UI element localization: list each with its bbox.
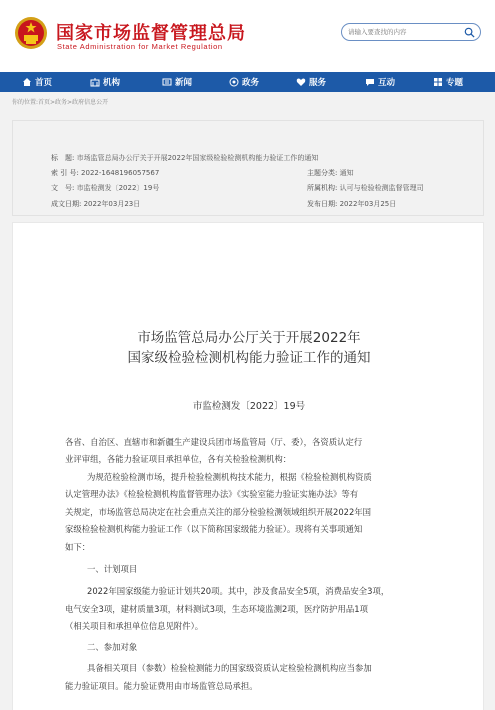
breadcrumb[interactable]: 你的位置:首页>政务>政府信息公开 bbox=[12, 99, 109, 106]
topic-icon bbox=[433, 77, 443, 87]
meta-title-row bbox=[51, 153, 318, 163]
service-icon bbox=[296, 77, 306, 87]
chat-icon bbox=[365, 77, 375, 87]
meta-category-value: 通知 bbox=[339, 169, 354, 177]
paragraph-line: 关规定，市场监管总局决定在社会重点关注的部分检验检测领域组织开展2022年国 bbox=[65, 507, 372, 517]
nav-label: 专题 bbox=[446, 78, 464, 88]
paragraph-line: 如下： bbox=[65, 542, 91, 552]
nav-item-interaction[interactable] bbox=[365, 76, 395, 88]
paragraph-line: 电气安全3项，建材质量3项，材料测试3项，生态环境监测2项，医疗防护用品1项 bbox=[65, 604, 369, 614]
news-icon bbox=[162, 77, 172, 87]
paragraph-line: 为规范检验检测市场，提升检验检测机构技术能力，根据《检验检测机构资质 bbox=[87, 472, 372, 482]
meta-doc-value: 市监检测发〔2022〕19号 bbox=[76, 184, 160, 192]
meta-org-label: 所属机构: bbox=[307, 184, 338, 192]
nav-label: 政务 bbox=[242, 78, 260, 88]
meta-written-row bbox=[51, 199, 140, 209]
nav-item-organization[interactable] bbox=[90, 76, 120, 88]
main-nav bbox=[0, 72, 495, 92]
meta-written-value: 2022年03月23日 bbox=[83, 200, 141, 208]
meta-doc-label: 文 号: bbox=[51, 184, 75, 192]
meta-publish-row bbox=[307, 199, 396, 209]
nav-item-home[interactable] bbox=[22, 76, 52, 88]
meta-index-row bbox=[51, 168, 159, 178]
section-heading: 一、计划项目 bbox=[87, 564, 138, 574]
meta-doc-row bbox=[51, 183, 159, 193]
paragraph-line: 业评审组，各能力验证项目承担单位，各有关检验检测机构： bbox=[65, 454, 292, 464]
meta-title-label: 标 题: bbox=[51, 154, 75, 162]
nav-label: 互动 bbox=[378, 78, 396, 88]
search-box[interactable] bbox=[341, 23, 481, 41]
meta-category-label: 主题分类: bbox=[307, 169, 338, 177]
national-emblem-icon[interactable] bbox=[14, 14, 48, 52]
meta-publish-label: 发布日期: bbox=[307, 200, 338, 208]
article-title-line1: 市场监管总局办公厅关于开展2022年 bbox=[137, 330, 361, 346]
nav-label: 新闻 bbox=[175, 78, 193, 88]
document-number: 市监检测发〔2022〕19号 bbox=[192, 401, 306, 412]
site-title[interactable]: 国家市场监督管理总局 bbox=[56, 23, 246, 44]
nav-item-topics[interactable] bbox=[433, 76, 463, 88]
nav-label: 机构 bbox=[103, 78, 121, 88]
building-icon bbox=[90, 77, 100, 87]
article-title-line2: 国家级检验检测机构能力验证工作的通知 bbox=[127, 350, 371, 366]
nav-item-news[interactable] bbox=[162, 76, 192, 88]
meta-publish-value: 2022年03月25日 bbox=[339, 200, 397, 208]
document-metadata bbox=[12, 120, 484, 216]
meta-index-value: 2022-1648196057567 bbox=[81, 169, 160, 177]
meta-category-row bbox=[307, 168, 354, 178]
nav-label: 首页 bbox=[35, 78, 53, 88]
nav-label: 服务 bbox=[309, 78, 327, 88]
site-subtitle: State Administration for Market Regulation bbox=[57, 42, 223, 51]
search-input[interactable] bbox=[348, 26, 458, 38]
meta-title-value: 市场监管总局办公厅关于开展2022年国家级检验检测机构能力验证工作的通知 bbox=[76, 154, 319, 162]
section-heading: 二、参加对象 bbox=[87, 642, 138, 652]
meta-written-label: 成文日期: bbox=[51, 200, 82, 208]
meta-index-label: 索 引 号: bbox=[51, 169, 79, 177]
site-header bbox=[0, 0, 495, 72]
paragraph-line: 各省、自治区、直辖市和新疆生产建设兵团市场监管局（厅、委），各资质认定行 bbox=[65, 437, 363, 447]
nav-item-government[interactable] bbox=[229, 76, 259, 88]
paragraph-line: 能力验证项目。能力验证费用由市场监管总局承担。 bbox=[65, 681, 258, 691]
meta-org-value: 认可与检验检测监督管理司 bbox=[339, 184, 424, 192]
paragraph-line: 2022年国家级能力验证计划共20项。其中，涉及食品安全5项，消费品安全3项， bbox=[87, 586, 390, 596]
government-icon bbox=[229, 77, 239, 87]
nav-item-service[interactable] bbox=[296, 76, 326, 88]
home-icon bbox=[22, 77, 32, 87]
paragraph-line: 认定管理办法》《检验检测机构监督管理办法》《实验室能力验证实施办法》等有 bbox=[65, 489, 359, 499]
meta-org-row bbox=[307, 183, 424, 193]
paragraph-line: （相关项目和承担单位信息见附件）。 bbox=[65, 621, 204, 631]
article-body bbox=[12, 222, 484, 710]
paragraph-line: 具备相关项目（参数）检验检测能力的国家级资质认定检验检测机构应当参加 bbox=[87, 663, 372, 673]
paragraph-line: 家级检验检测机构能力验证工作（以下简称国家级能力验证）。现将有关事项通知 bbox=[65, 524, 363, 534]
search-icon[interactable] bbox=[464, 27, 475, 38]
